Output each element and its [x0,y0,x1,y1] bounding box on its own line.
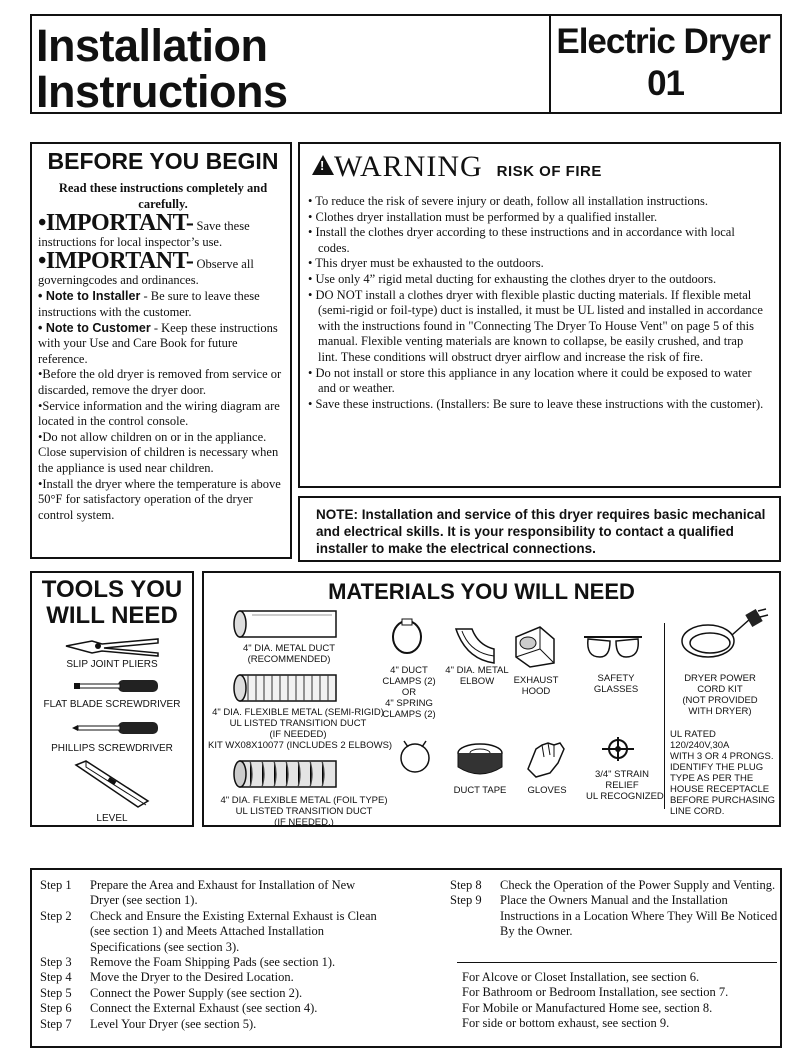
steps-left-column [40,878,385,1032]
section-reference: For side or bottom exhaust, see section 9. [462,1016,670,1031]
materials-panel [202,571,781,827]
note-to-installer [38,289,288,320]
note-to-customer-label: • Note to Customer [38,320,151,335]
power-cord-icon [674,607,770,665]
title-line-2: Instructions [36,66,288,117]
gloves-label: GLOVES [527,785,567,796]
section-reference: For Alcove or Closet Installation, see section 6. [462,970,700,984]
step-text: Level Your Dryer (see section 5). [90,1016,257,1031]
flex-foil-duct-icon [232,757,342,791]
steps-right-column [450,878,780,940]
elbow-icon [452,625,498,665]
power-cord-note: UL RATED 120/240V,30A WITH 3 OR 4 PRONGS. IDENTIFY THE PLUG TYPE AS PER THE HOUSE RECEPTACLE BEFORE PURCHASING LINE CORD. [670,729,776,817]
step-item [40,970,385,985]
exhaust-hood-label: EXHAUST HOOD [513,675,559,697]
byb-bullet: •Do not allow children on or in the appliance. Close supervision of children is necessary when the appliance is used near children. [38,429,279,475]
important-1 [38,210,288,250]
section-reference: For Mobile or Manufactured Home see, section 8. [462,1000,713,1015]
step-text: Check and Ensure the Existing External Exhaust is Clean (see section 1) and Meets Attached Installation Specifications (see section 3). [90,908,377,954]
step-number: Step 7 [40,1016,72,1031]
warning-triangle-icon: ! [312,155,334,175]
materials-heading: MATERIALS YOU WILL NEED [328,579,635,604]
duct-clamp-icon [390,617,424,657]
metal-duct-icon [232,607,342,641]
step-text: Check the Operation of the Power Supply and Venting. [500,878,776,892]
tool-label: PHILLIPS SCREWDRIVER [51,743,173,754]
warning-title [312,150,602,184]
step-item [40,986,385,1001]
step-number: Step 8 [450,878,482,892]
warning-item: • This dryer must be exhausted to the outdoors. [308,256,544,271]
warning-item: • To reduce the risk of severe injury or death, follow all installation instructions. [308,194,709,208]
step-number: Step 6 [40,1001,72,1016]
section-reference: For Bathroom or Bedroom Installation, see section 7. [462,985,729,1000]
note-to-customer-text: - Keep these instructions with your Use and Care Book for future reference. [38,320,278,366]
tool-label: FLAT BLADE SCREWDRIVER [43,699,181,710]
step-number: Step 2 [40,908,72,923]
important-2 [38,248,288,288]
warning-word: WARNING [334,150,483,183]
important-1-text: Save these instructions for local inspector’s use. [38,219,250,249]
title-line-1: Installation [36,20,268,71]
before-you-begin-body [38,210,288,523]
clamps-label: 4" DUCT CLAMPS (2) OR 4" SPRING CLAMPS (2) [382,665,436,720]
tools-heading-line-2: WILL NEED [46,602,178,629]
step-text: Connect the Power Supply (see section 2). [90,985,303,1000]
pliers-icon [62,635,162,657]
strain-relief-label: 3/4" STRAIN RELIEF UL RECOGNIZED [586,769,664,802]
strain-relief-icon [596,733,640,767]
warning-list [308,194,766,412]
flat-screwdriver-icon [72,677,162,695]
level-icon [72,759,152,811]
warning-item: • Use only 4” rigid metal ducting for exhausting the clothes dryer to the outdoors. [308,271,717,286]
product-name: Electric Dryer [556,22,770,61]
warning-item: • DO NOT install a clothes dryer with flexible plastic ducting materials. If flexible metal (semi-rigid or foil-type) duct is installed, it must be UL listed and installed in accordance with the instructions found in "Connecting The Dryer To House Vent" on page 5 of this manual. Flexible venting materials are known to collapse, be easily crushed, and trap lint. These conditions will obstruct dryer airflow and increase the risk of fire. [308,287,763,364]
warning-item: • Install the clothes dryer according to these instructions and in accordance with local codes. [308,225,735,255]
warning-item: • Do not install or store this appliance in any location where it could be exposed to water and or weather. [308,365,752,396]
step-text: Remove the Foam Shipping Pads (see section 1). [90,955,336,970]
byb-bullet: •Before the old dryer is removed from service or discarded, remove the dryer door. [38,367,282,397]
materials-divider [664,623,665,809]
exhaust-hood-icon [512,623,558,669]
tools-heading-line-1: TOOLS YOU [41,576,183,603]
before-you-begin-heading: BEFORE YOU BEGIN [47,148,279,174]
step-item [40,909,385,955]
elbow-label: 4" DIA. METAL ELBOW [445,665,509,687]
safety-glasses-icon [582,631,644,665]
step-item [40,878,385,909]
tools-heading [32,577,192,629]
step-number: Step 3 [40,955,72,970]
step-number: Step 1 [40,878,72,892]
flex-foil-duct-label: 4" DIA. FLEXIBLE METAL (FOIL TYPE) UL LISTED TRANSITION DUCT (IF NEEDED.) [220,795,388,828]
warning-item: • Clothes dryer installation must be performed by a qualified installer. [308,209,658,224]
section-references [462,970,728,1032]
warning-panel [298,142,781,488]
steps-panel [30,868,782,1048]
step-item [450,878,780,893]
before-you-begin-panel [30,142,292,559]
power-cord-label: DRYER POWER CORD KIT (NOT PROVIDED WITH DRYER) [682,673,758,717]
step-text: Place the Owners Manual and the Installation Instructions in a Location Where They Will Be Noticed By the Owner. [500,893,778,939]
before-you-begin-subheading: Read these instructions completely and carefully. [58,181,268,211]
step-number: Step 5 [40,985,72,1000]
note-to-customer [38,321,288,368]
gloves-icon [522,739,570,781]
title-box [30,14,549,117]
byb-bullet: •Service information and the wiring diagram are located in the control console. [38,398,280,429]
step-item [450,893,780,939]
flex-semi-rigid-duct-label: 4" DIA. FLEXIBLE METAL (SEMI-RIGID) UL LISTED TRANSITION DUCT (IF NEEDED) KIT WX08X10077 (INCLUDES 2 ELBOWS) [208,707,393,751]
important-1-label: •IMPORTANT- [38,210,194,236]
metal-duct-label: 4" DIA. METAL DUCT (RECOMMENDED) [242,643,336,665]
tool-label: SLIP JOINT PLIERS [66,659,158,670]
step-item [40,1001,385,1016]
important-2-text: Observe all governingcodes and ordinances. [38,257,254,287]
note-panel [298,496,781,562]
steps-divider [457,962,777,963]
step-item [40,955,385,970]
tools-panel [30,571,194,827]
step-text: Move the Dryer to the Desired Location. [90,970,294,985]
note-to-installer-text: - Be sure to leave these instructions with the customer. [38,289,260,319]
step-number: Step 4 [40,970,72,985]
risk-of-fire-label: RISK OF FIRE [496,163,602,180]
tool-label: LEVEL [96,813,128,824]
phillips-screwdriver-icon [72,719,162,737]
safety-glasses-label: SAFETY GLASSES [593,673,639,695]
step-item [40,1017,385,1032]
spring-clamp-icon [398,739,432,777]
step-text: Connect the External Exhaust (see section 4). [90,1001,318,1016]
byb-bullet: •Install the dryer where the temperature is above 50°F for satisfactory operation of the dryer control system. [38,476,281,522]
note-text: NOTE: Installation and service of this dryer requires basic mechanical and electrical skills. It is your responsibility to contact a qualified installer to make the electrical connections. [316,507,766,556]
step-text: Prepare the Area and Exhaust for Installation of New Dryer (see section 1). [90,878,356,908]
duct-tape-label: DUCT TAPE [453,785,507,796]
step-number: Step 9 [450,893,482,908]
flex-semi-rigid-duct-icon [232,671,342,705]
note-to-installer-label: • Note to Installer [38,289,141,304]
important-2-label: •IMPORTANT- [38,248,194,275]
warning-item: • Save these instructions. (Installers: Be sure to leave these instructions with the customer). [308,396,764,411]
duct-tape-icon [454,741,506,781]
product-box [549,14,782,114]
product-number: 01 [647,64,684,103]
